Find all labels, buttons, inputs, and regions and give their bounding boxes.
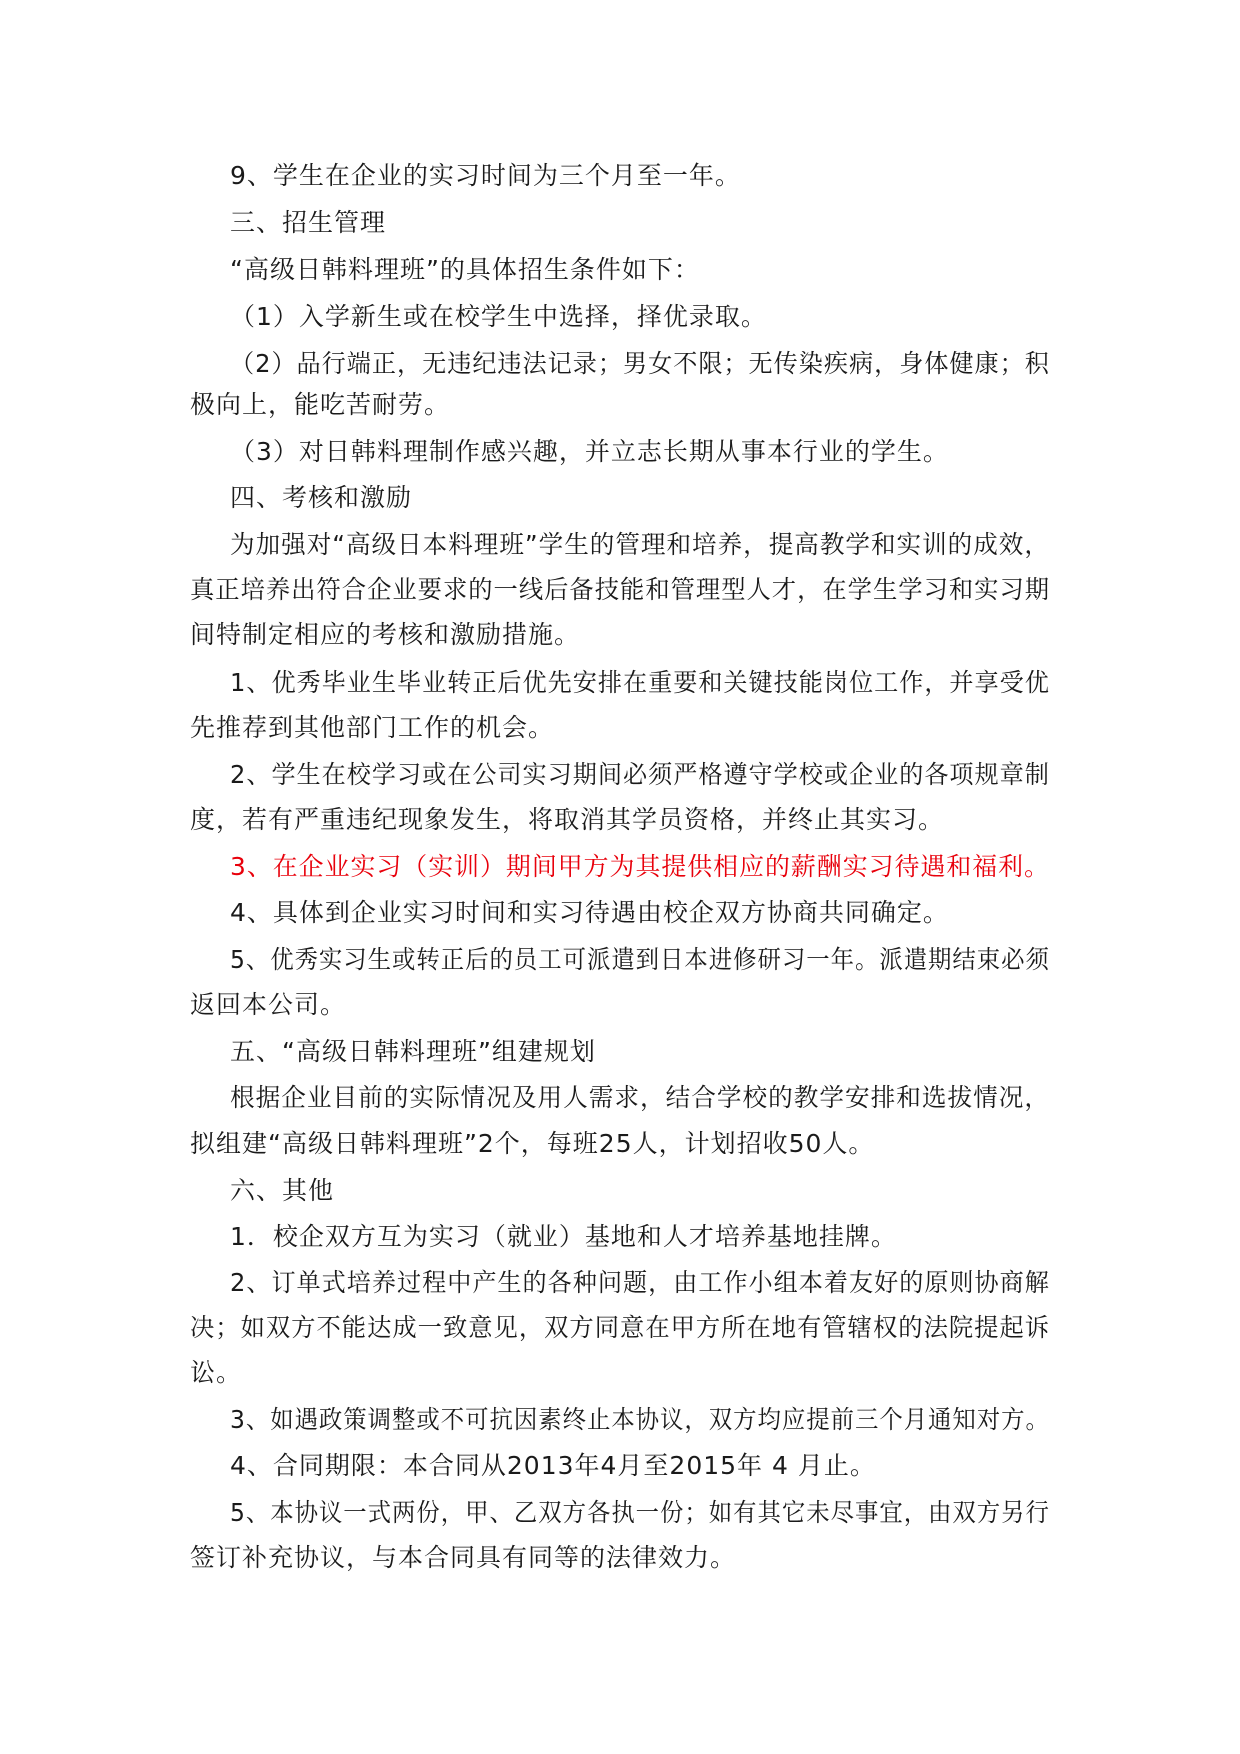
- paragraph-plan-cont: 拟组建“高级日韩料理班”2个，每班25人，计划招收50人。: [190, 1129, 875, 1158]
- section-heading-other: 六、其他: [230, 1176, 335, 1205]
- section-heading-enrollment: 三、招生管理: [230, 208, 387, 237]
- paragraph-assessment: 为加强对“高级日本料理班”学生的管理和培养，提高教学和实训的成效，: [230, 530, 1050, 559]
- list-item-assessment-5-cont: 返回本公司。: [190, 990, 347, 1019]
- list-item-other-2-cont-1: 决；如双方不能达成一致意见，双方同意在甲方所在地有管辖权的法院提起诉: [190, 1313, 1051, 1342]
- list-item-assessment-2: 2、学生在校学习或在公司实习期间必须严格遵守学校或企业的各项规章制: [230, 760, 1050, 789]
- list-item-other-4: 4、合同期限：本合同从2013年4月至2015年 4 月止。: [230, 1451, 876, 1480]
- paragraph-enrollment-intro: “高级日韩料理班”的具体招生条件如下：: [230, 255, 700, 284]
- paragraph-assessment-cont-2: 间特制定相应的考核和激励措施。: [190, 620, 581, 649]
- list-item-other-2: 2、订单式培养过程中产生的各种问题，由工作小组本着友好的原则协商解: [230, 1268, 1050, 1297]
- list-item-assessment-3-highlight: 3、在企业实习（实训）期间甲方为其提供相应的薪酬实习待遇和福利。: [230, 852, 1050, 881]
- section-heading-assessment: 四、考核和激励: [230, 483, 413, 512]
- list-item-enrollment-1: （1）入学新生或在校学生中选择，择优录取。: [230, 302, 767, 331]
- list-item-enrollment-3: （3）对日韩料理制作感兴趣，并立志长期从事本行业的学生。: [230, 437, 949, 466]
- list-item-assessment-1-cont: 先推荐到其他部门工作的机会。: [190, 713, 555, 742]
- paragraph-plan: 根据企业目前的实际情况及用人需求，结合学校的教学安排和选拔情况，: [230, 1083, 1051, 1112]
- list-item-assessment-2-cont: 度，若有严重违纪现象发生，将取消其学员资格，并终止其实习。: [190, 805, 945, 834]
- list-item-other-5-cont: 签订补充协议，与本合同具有同等的法律效力。: [190, 1543, 737, 1572]
- paragraph-assessment-cont-1: 真正培养出符合企业要求的一线后备技能和管理型人才，在学生学习和实习期: [190, 575, 1051, 604]
- list-item-other-5: 5、本协议一式两份，甲、乙双方各执一份；如有其它未尽事宜，由双方另行: [230, 1498, 1050, 1527]
- list-item-other-3: 3、如遇政策调整或不可抗因素终止本协议，双方均应提前三个月通知对方。: [230, 1405, 1050, 1434]
- list-item-assessment-5: 5、优秀实习生或转正后的员工可派遣到日本进修研习一年。派遣期结束必须: [230, 945, 1050, 974]
- list-item-assessment-4: 4、具体到企业实习时间和实习待遇由校企双方协商共同确定。: [230, 898, 949, 927]
- section-heading-plan: 五、“高级日韩料理班”组建规划: [230, 1037, 596, 1066]
- paragraph-internship-duration: 9、学生在企业的实习时间为三个月至一年。: [230, 161, 741, 190]
- list-item-assessment-1: 1、优秀毕业生毕业转正后优先安排在重要和关键技能岗位工作，并享受优: [230, 668, 1050, 697]
- list-item-other-2-cont-2: 讼。: [190, 1358, 243, 1387]
- list-item-other-1: 1．校企双方互为实习（就业）基地和人才培养基地挂牌。: [230, 1222, 897, 1251]
- list-item-enrollment-2-cont: 极向上，能吃苦耐劳。: [190, 390, 451, 419]
- list-item-enrollment-2: （2）品行端正，无违纪违法记录；男女不限；无传染疾病，身体健康；积: [230, 349, 1050, 378]
